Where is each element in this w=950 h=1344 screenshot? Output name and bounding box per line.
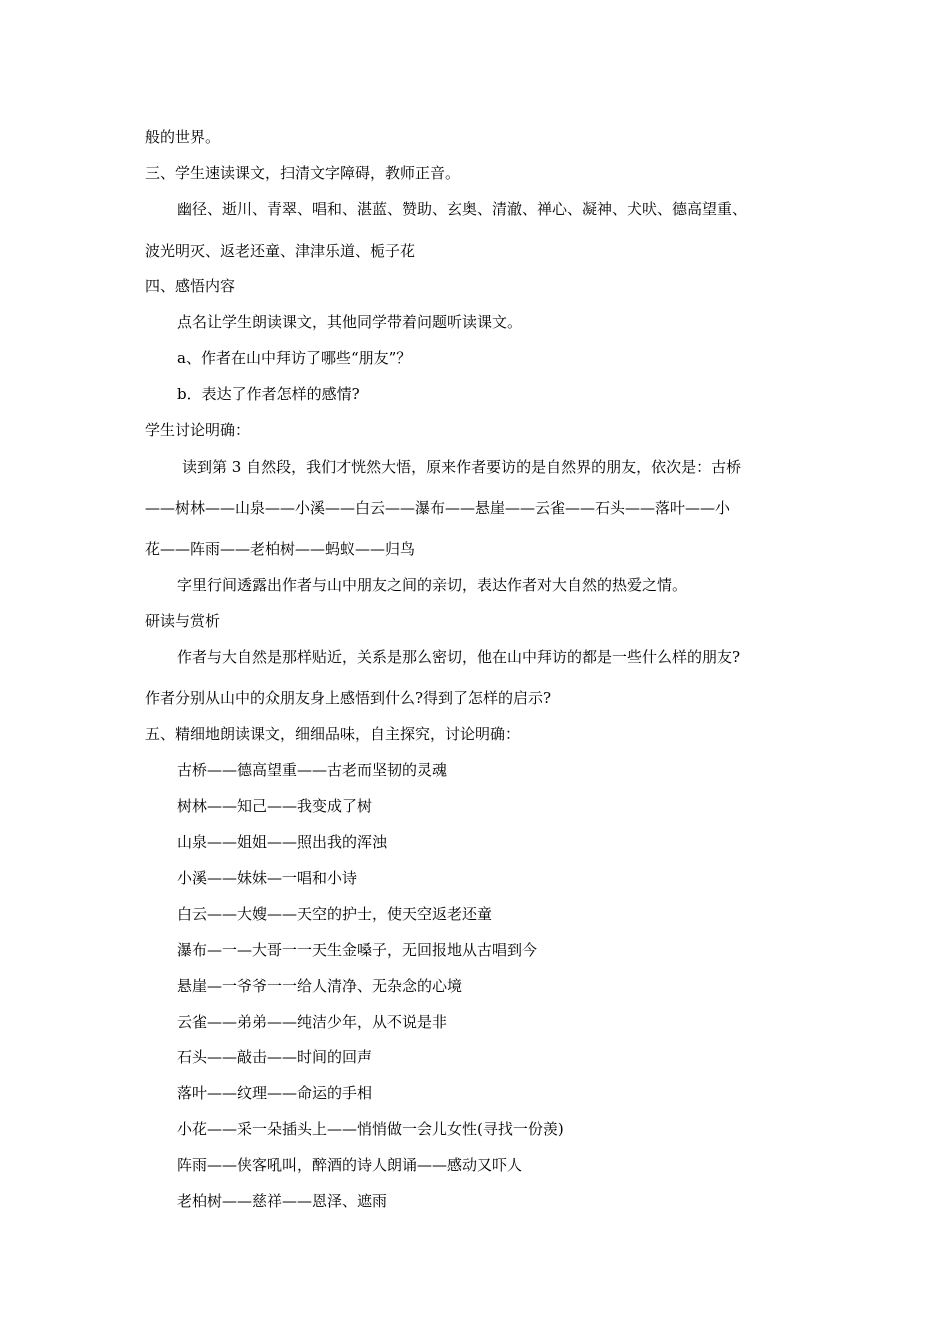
list-item: 小花——采一朵插头上——悄悄做一会儿女性(寻找一份羡) <box>177 1120 564 1138</box>
list-item: 白云——大嫂——天空的护士，使天空返老还童 <box>177 905 493 923</box>
paragraph-line: 作者分别从山中的众朋友身上感悟到什么?得到了怎样的启示? <box>145 689 552 707</box>
paragraph-line: 般的世界。 <box>145 128 221 146</box>
paragraph-line: 读到第 3 自然段，我们才恍然大悟，原来作者要访的是自然界的朋友，依次是：古桥 <box>182 458 742 476</box>
list-item: 树林——知己——我变成了树 <box>177 797 373 815</box>
section-heading-four: 四、感悟内容 <box>145 277 236 295</box>
list-item: 悬崖—一爷爷一一给人清净、无杂念的心境 <box>177 977 463 995</box>
list-item: 落叶——纹理——命运的手相 <box>177 1084 373 1102</box>
vocabulary-line: 波光明灭、返老还童、津津乐道、栀子花 <box>145 242 416 260</box>
vocabulary-line: 幽径、逝川、青翠、唱和、湛蓝、赞助、玄奥、清澈、禅心、凝神、犬吠、德高望重、 <box>177 200 748 218</box>
question-line: b．表达了作者怎样的感情? <box>177 385 360 403</box>
paragraph-line: ——树林——山泉——小溪——白云——瀑布——悬崖——云雀——石头——落叶——小 <box>145 499 731 517</box>
list-item: 古桥——德高望重——古老而坚韧的灵魂 <box>177 761 448 779</box>
list-item: 阵雨——侠客吼叫，醉酒的诗人朗诵——感动又吓人 <box>177 1156 523 1174</box>
list-item: 瀑布—一—大哥一一天生金嗓子，无回报地从古唱到今 <box>177 941 538 959</box>
list-item: 云雀——弟弟——纯洁少年，从不说是非 <box>177 1013 448 1031</box>
subheading: 学生讨论明确： <box>145 421 251 439</box>
section-heading-five: 五、精细地朗读课文，细细品味，自主探究，讨论明确： <box>145 725 521 743</box>
list-item: 老柏树——慈祥——恩泽、遮雨 <box>177 1192 388 1210</box>
list-item: 小溪——妹妹—一唱和小诗 <box>177 869 358 887</box>
paragraph-line: 作者与大自然是那样贴近，关系是那么密切，他在山中拜访的都是一些什么样的朋友? <box>177 648 741 666</box>
paragraph-line: 字里行间透露出作者与山中朋友之间的亲切，表达作者对大自然的热爱之情。 <box>177 576 688 594</box>
list-item: 山泉——姐姐——照出我的浑浊 <box>177 833 388 851</box>
list-item: 石头——敲击——时间的回声 <box>177 1048 373 1066</box>
subheading: 研读与赏析 <box>145 612 221 630</box>
paragraph-line: 点名让学生朗读课文，其他同学带着问题听读课文。 <box>177 313 523 331</box>
question-line: a、作者在山中拜访了哪些“朋友”？ <box>177 349 412 367</box>
section-heading-three: 三、学生速读课文，扫清文字障碍，教师正音。 <box>145 164 461 182</box>
paragraph-line: 花——阵雨——老柏树——蚂蚁——归鸟 <box>145 540 416 558</box>
